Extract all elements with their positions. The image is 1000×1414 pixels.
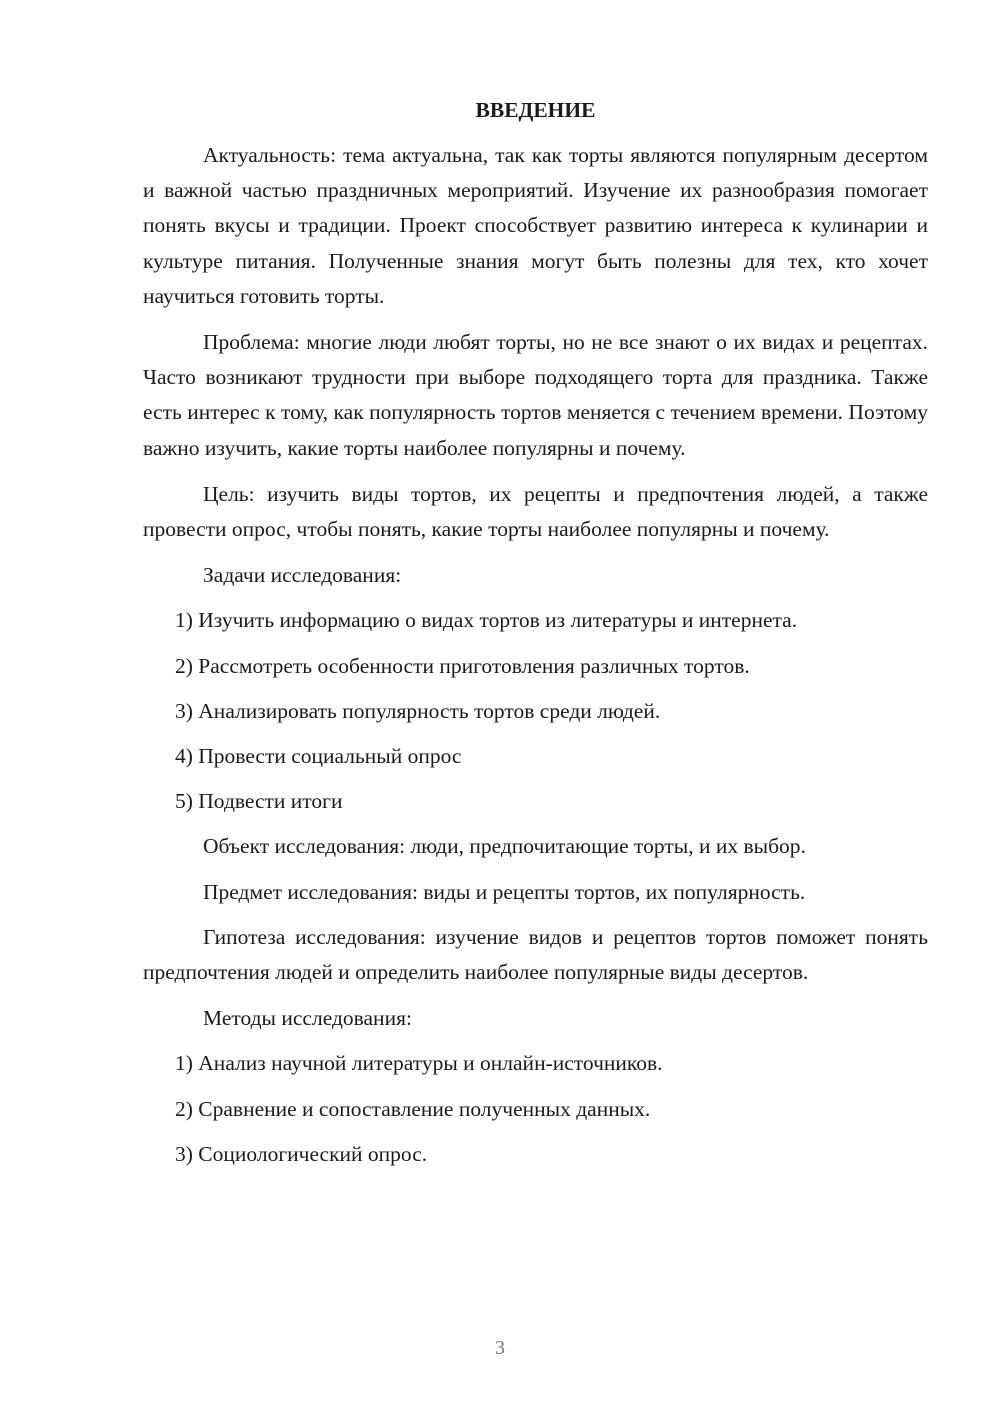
subject-line: Предмет исследования: виды и рецепты тортов, их популярность. [203,879,806,904]
tasks-heading: Задачи исследования: [203,563,402,588]
hypothesis-paragraph: Гипотеза исследования: изучение видов и рецептов тортов поможет понять предпочтения людей и определить наиболее популярные виды десертов. [143,924,928,985]
task-item-5: 5) Подвести итоги [175,789,343,814]
page-number: 3 [495,1337,505,1359]
method-item-3: 3) Социологический опрос. [175,1141,428,1166]
task-item-2: 2) Рассмотреть особенности приготовления различных тортов. [175,653,750,678]
task-item-3: 3) Анализировать популярность тортов среди людей. [175,698,661,723]
method-item-1: 1) Анализ научной литературы и онлайн-источников. [175,1051,663,1076]
relevance-paragraph: Актуальность: тема актуальна, так как торты являются популярным десертом и важной частью праздничных мероприятий. Изучение их разнообразия помогает понять вкусы и традиции. Проект способствует развитию интереса к кулинарии и культуре питания. Полученные знания могут быть полезны для тех, кто хочет научиться готовить торты. [143,143,928,308]
object-line: Объект исследования: люди, предпочитающие торты, и их выбор. [203,834,806,859]
method-item-2: 2) Сравнение и сопоставление полученных данных. [175,1096,651,1121]
page-content [143,95,928,1182]
task-item-4: 4) Провести социальный опрос [175,744,462,769]
methods-heading: Методы исследования: [203,1006,412,1031]
task-item-1: 1) Изучить информацию о видах тортов из литературы и интернета. [175,608,798,633]
section-title: ВВЕДЕНИЕ [475,98,596,122]
problem-paragraph: Проблема: многие люди любят торты, но не все знают о их видах и рецептах. Часто возникают трудности при выборе подходящего торта для праздника. Также есть интерес к тому, как популярность тортов меняется с течением времени. Поэтому важно изучить, какие торты наиболее популярны и почему. [143,330,928,460]
goal-paragraph: Цель: изучить виды тортов, их рецепты и предпочтения людей, а также провести опрос, чтобы понять, какие торты наиболее популярны и почему. [143,481,928,542]
